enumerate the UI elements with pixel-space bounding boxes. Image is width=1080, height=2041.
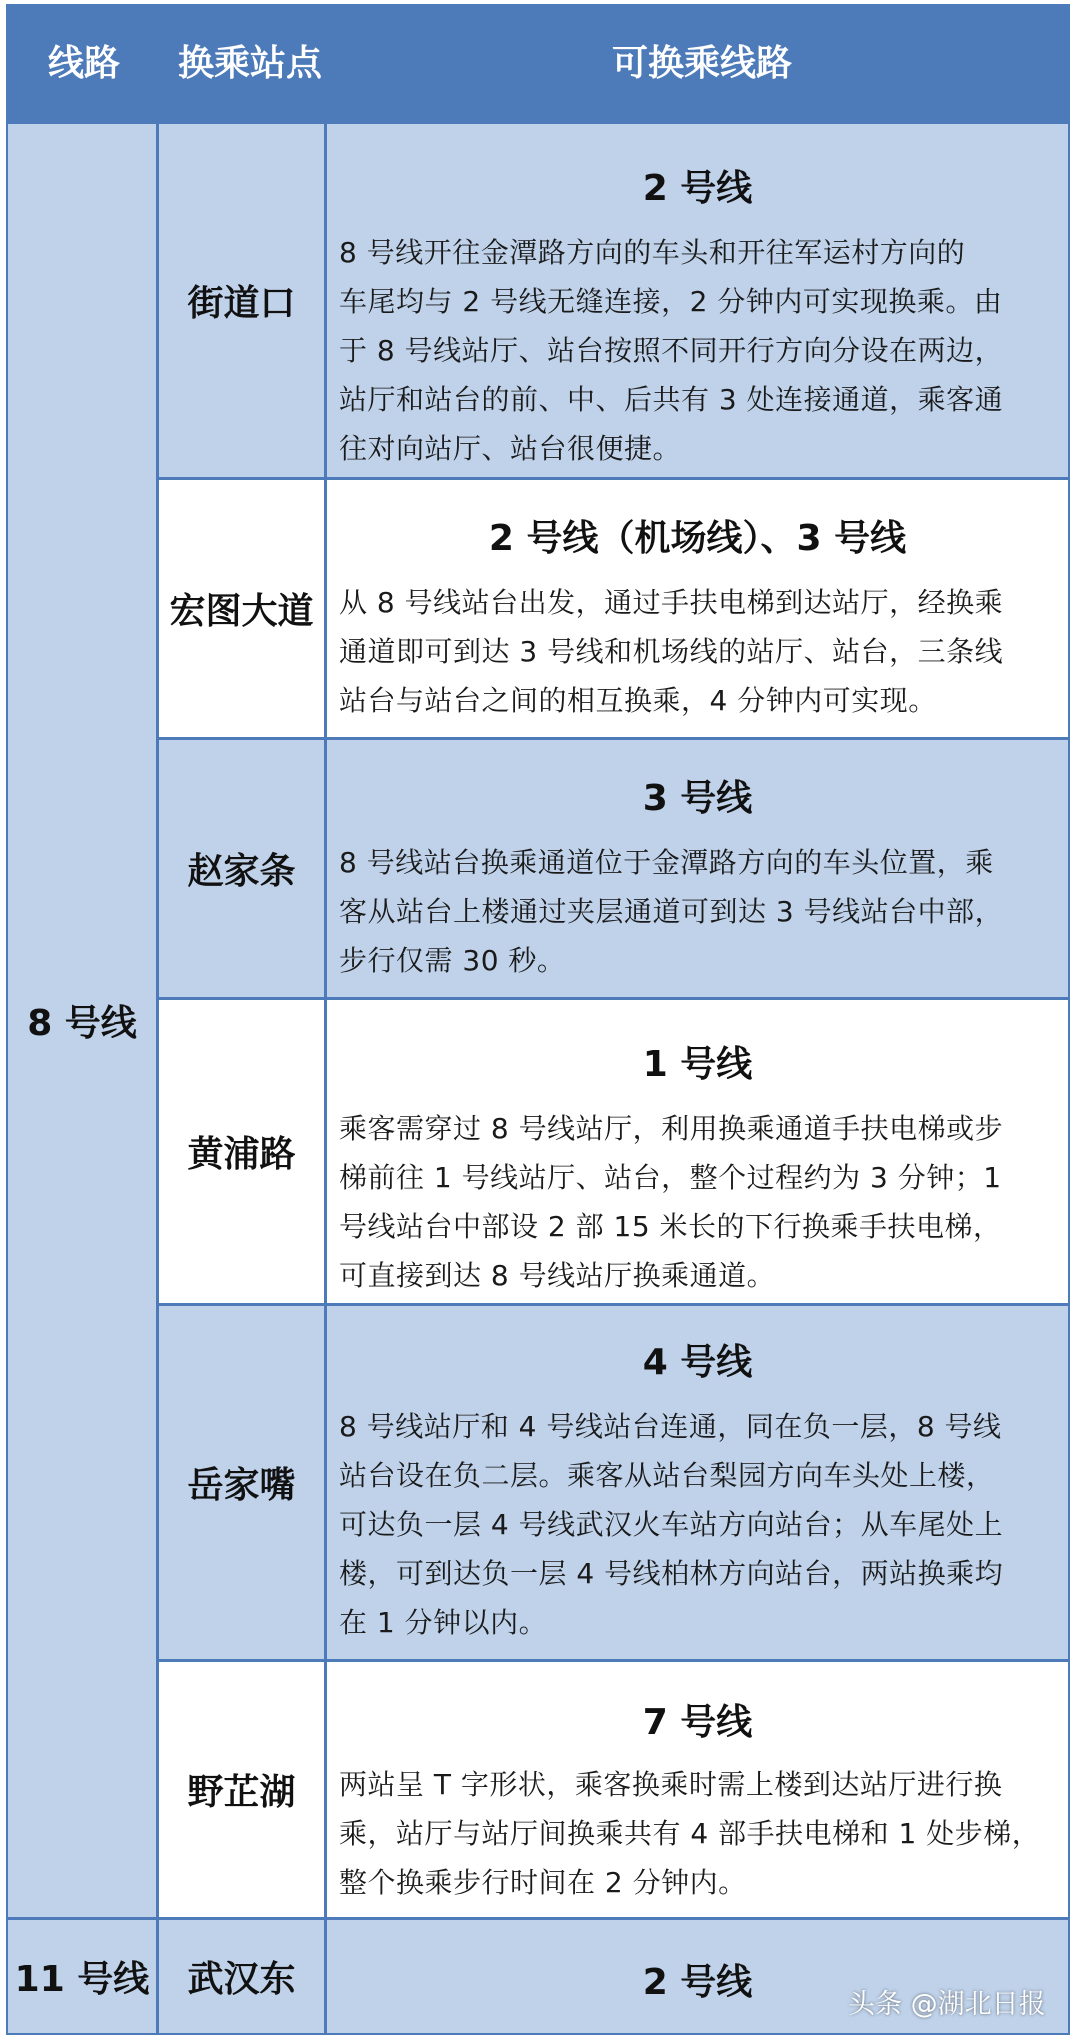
- header-transfer: 可换乘线路: [611, 43, 792, 84]
- station-cell: 武汉东: [159, 1920, 324, 2033]
- line-cell-11: 11 号线: [8, 1920, 156, 2033]
- transfer-detail: [327, 1306, 1068, 1659]
- station-cell: 宏图大道: [159, 480, 324, 737]
- transfer-line-title: 3 号线: [642, 778, 753, 819]
- transfer-line-title: 1 号线: [642, 1044, 753, 1085]
- transfer-line-title: 2 号线: [642, 168, 753, 209]
- station-cell: 野芷湖: [159, 1662, 324, 1917]
- station-cell: 赵家条: [159, 740, 324, 997]
- transfer-description: 8 号线站台换乘通道位于金潭路方向的车头位置，乘 客从站台上楼通过夹层通道可到达 3 号线站台中部， 步行仅需 30 秒。: [339, 846, 1004, 977]
- transfer-description: 8 号线站厅和 4 号线站台连通，同在负一层，8 号线 站台设在负二层。乘客从站台梨园方向车头处上楼， 可达负一层 4 号线武汉火车站方向站台；从车尾处上 楼，可到达负一层 4 号线柏林方向站台，两站换乘均 在 1 分钟以内。: [339, 1410, 1004, 1639]
- transfer-line-title: 4 号线: [642, 1342, 753, 1383]
- transfer-line-title: 2 号线（机场线）、3 号线: [488, 518, 907, 559]
- line-cell-8: 8 号线: [8, 124, 156, 1917]
- transfer-detail: [327, 1000, 1068, 1303]
- transfer-description: 8 号线开往金潭路方向的车头和开往军运村方向的 车尾均与 2 号线无缝连接，2 分钟内可实现换乘。由 于 8 号线站厅、站台按照不同开行方向分设在两边， 站厅和站台的前、中、后共有 3 处连接通道，乘客通 往对向站厅、站台很便捷。: [339, 236, 1004, 465]
- transfer-line-title: 7 号线: [642, 1702, 753, 1743]
- transfer-detail: [327, 1662, 1068, 1917]
- transfer-line-title: 2 号线: [642, 1962, 753, 2003]
- transfer-detail: [327, 740, 1068, 997]
- transfer-detail: [327, 124, 1068, 477]
- transfer-description: 从 8 号线站台出发，通过手扶电梯到达站厅，经换乘 通道即可到达 3 号线和机场线的站厅、站台，三条线 站台与站台之间的相互换乘，4 分钟内可实现。: [339, 586, 1004, 717]
- transfer-description: 乘客需穿过 8 号线站厅，利用换乘通道手扶电梯或步 梯前往 1 号线站厅、站台，整个过程约为 3 分钟；1 号线站台中部设 2 部 15 米长的下行换乘手扶电梯， 可直接到达 8 号线站厅换乘通道。: [339, 1112, 1004, 1292]
- station-cell: 黄浦路: [159, 1000, 324, 1303]
- station-cell: 岳家嘴: [159, 1306, 324, 1659]
- table-header: [8, 6, 1068, 121]
- header-station: 换乘站点: [177, 43, 322, 84]
- station-cell: 街道口: [159, 124, 324, 477]
- transfer-detail: [327, 480, 1068, 737]
- header-line: 线路: [47, 43, 120, 84]
- transfer-description: 两站呈 T 字形状，乘客换乘时需上楼到达站厅进行换 乘，站厅与站厅间换乘共有 4 部手扶电梯和 1 处步梯， 整个换乘步行时间在 2 分钟内。: [339, 1768, 1041, 1899]
- source-watermark: 头条 @湖北日报: [848, 1989, 1046, 2020]
